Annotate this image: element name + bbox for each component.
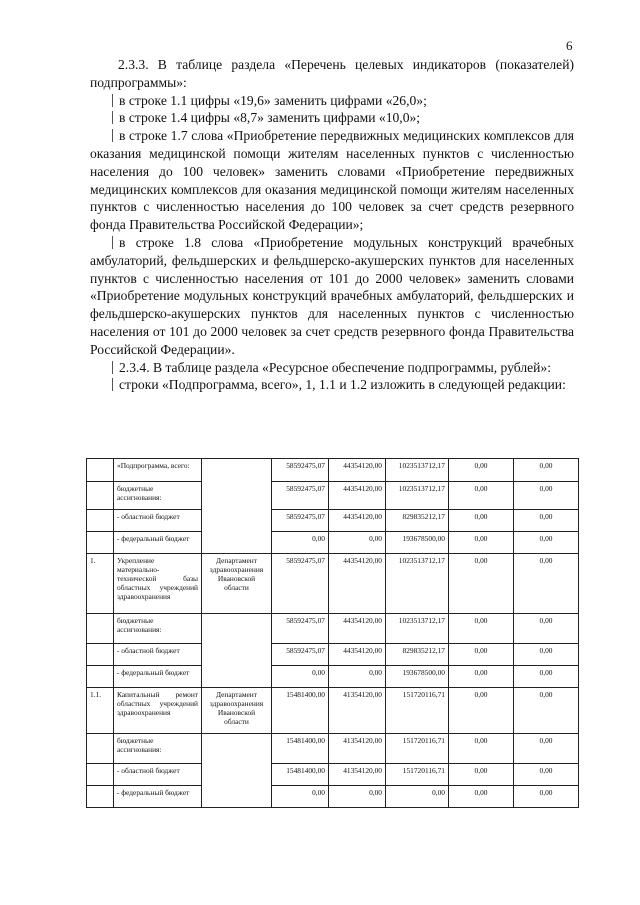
row-name: Укрепление материально-технической базы областных учреждений здравоохранения — [114, 554, 202, 614]
row-number: 1. — [87, 554, 114, 614]
paragraph-2-3-4-text: 2.3.4. В таблице раздела «Ресурсное обеспечение подпрограммы, рублей»: — [119, 359, 551, 375]
margin-mark — [112, 129, 113, 142]
row-value: 41354120,00 — [329, 734, 386, 764]
row-value: 0,00 — [514, 459, 579, 482]
row-value: 0,00 — [514, 482, 579, 510]
row-executor — [202, 614, 272, 688]
row-number — [87, 482, 114, 510]
table-row — [87, 532, 579, 554]
paragraph-row-1-1-text: в строке 1.1 цифры «19,6» заменить цифрами «26,0»; — [119, 92, 427, 108]
row-value: 0,00 — [449, 554, 514, 614]
row-value: 15481400,00 — [272, 734, 329, 764]
row-number — [87, 644, 114, 666]
table-row — [87, 764, 579, 786]
row-number — [87, 510, 114, 532]
table-row — [87, 734, 579, 764]
row-value: 1023513712,17 — [386, 482, 449, 510]
row-value: 58592475,07 — [272, 554, 329, 614]
paragraph-row-1-7-text: в строке 1.7 слова «Приобретение передвижных медицинских комплексов для оказания медицинской помощи жителям населенных пунктов с численностью населения до 100 человек» заменить словами «Приобретение передвижных медицинских комплексов для оказания медицинской помощи жителям населенных пунктов с численностью населения до 100 человек за счет средств резервного фонда Правительства Российской Федерации»; — [90, 128, 574, 233]
row-value: 0,00 — [449, 644, 514, 666]
paragraph-row-1-8 — [90, 234, 574, 359]
row-value: 0,00 — [272, 666, 329, 688]
paragraph-row-1-1 — [90, 92, 574, 110]
row-value: 151720116,71 — [386, 688, 449, 734]
row-value: 44354120,00 — [329, 459, 386, 482]
row-executor — [202, 734, 272, 808]
row-name: - федеральный бюджет — [114, 532, 202, 554]
row-value: 15481400,00 — [272, 764, 329, 786]
row-value: 0,00 — [449, 666, 514, 688]
row-value: 0,00 — [449, 734, 514, 764]
row-value: 58592475,07 — [272, 614, 329, 644]
row-value: 1023513712,17 — [386, 554, 449, 614]
table-row — [87, 644, 579, 666]
row-value: 41354120,00 — [329, 764, 386, 786]
paragraph-row-1-8-text: в строке 1.8 слова «Приобретение модульных конструкций врачебных амбулаторий, фельдшерских и фельдшерско-акушерских пунктов для населенных пунктов с численностью населения от 101 до 2000 человек» заменить словами «Приобретение модульных конструкций врачебных амбулаторий, фельдшерских и фельдшерско-акушерских пунктов для населенных пунктов с численностью населения от 101 до 2000 человек за счет средств резервного фонда Правительства Российской Федерации». — [90, 234, 574, 357]
table-row — [87, 786, 579, 808]
paragraph-row-1-7 — [90, 127, 574, 234]
row-value: 0,00 — [514, 786, 579, 808]
row-number — [87, 459, 114, 482]
row-value: 193678500,00 — [386, 666, 449, 688]
table-row — [87, 554, 579, 614]
row-value: 0,00 — [449, 510, 514, 532]
row-value: 0,00 — [386, 786, 449, 808]
row-value: 829835212,17 — [386, 644, 449, 666]
row-value: 0,00 — [329, 786, 386, 808]
row-value: 829835212,17 — [386, 510, 449, 532]
row-name: - областной бюджет — [114, 510, 202, 532]
row-value: 0,00 — [514, 688, 579, 734]
paragraph-row-1-4-text: в строке 1.4 цифры «8,7» заменить цифрами «10,0»; — [119, 110, 421, 126]
row-name: - федеральный бюджет — [114, 666, 202, 688]
row-number — [87, 786, 114, 808]
row-value: 0,00 — [514, 554, 579, 614]
row-value: 58592475,07 — [272, 459, 329, 482]
row-value: 0,00 — [449, 764, 514, 786]
row-name: Капитальный ремонт областных учреждений здравоохранения — [114, 688, 202, 734]
row-name: бюджетные ассигнования: — [114, 734, 202, 764]
margin-mark — [112, 94, 113, 107]
table-row — [87, 459, 579, 482]
row-number — [87, 734, 114, 764]
table-row — [87, 482, 579, 510]
row-value: 0,00 — [329, 532, 386, 554]
page-number: 6 — [566, 38, 573, 53]
row-executor — [202, 459, 272, 554]
table-row — [87, 666, 579, 688]
row-value: 0,00 — [449, 688, 514, 734]
row-value: 0,00 — [449, 459, 514, 482]
row-value: 0,00 — [514, 734, 579, 764]
row-value: 44354120,00 — [329, 482, 386, 510]
margin-mark — [112, 111, 113, 124]
row-value: 0,00 — [514, 764, 579, 786]
row-value: 58592475,07 — [272, 644, 329, 666]
row-value: 0,00 — [449, 482, 514, 510]
paragraph-row-1-4 — [90, 109, 574, 127]
row-value: 58592475,07 — [272, 482, 329, 510]
row-number — [87, 532, 114, 554]
table-row — [87, 614, 579, 644]
row-name: «Подпрограмма, всего: — [114, 459, 202, 482]
row-executor: Департамент здравоохранения Ивановской области — [202, 688, 272, 734]
row-value: 0,00 — [514, 510, 579, 532]
margin-mark — [112, 361, 113, 374]
resource-table — [86, 458, 579, 808]
row-value: 41354120,00 — [329, 688, 386, 734]
row-value: 15481400,00 — [272, 688, 329, 734]
row-value: 0,00 — [514, 614, 579, 644]
row-value: 0,00 — [514, 666, 579, 688]
row-number — [87, 764, 114, 786]
row-value: 0,00 — [272, 786, 329, 808]
paragraph-2-3-3: 2.3.3. В таблице раздела «Перечень целевых индикаторов (показателей) подпрограммы»: — [90, 57, 574, 90]
row-name: бюджетные ассигнования: — [114, 482, 202, 510]
row-number — [87, 614, 114, 644]
row-value: 1023513712,17 — [386, 614, 449, 644]
row-name: - федеральный бюджет — [114, 786, 202, 808]
row-value: 0,00 — [514, 644, 579, 666]
row-value: 44354120,00 — [329, 554, 386, 614]
row-value: 151720116,71 — [386, 764, 449, 786]
row-value: 193678500,00 — [386, 532, 449, 554]
row-name: - областной бюджет — [114, 764, 202, 786]
row-value: 0,00 — [272, 532, 329, 554]
paragraph-replace-rows — [90, 376, 574, 394]
row-value: 0,00 — [449, 614, 514, 644]
row-value: 58592475,07 — [272, 510, 329, 532]
row-executor: Департамент здравоохранения Ивановской области — [202, 554, 272, 614]
margin-mark — [112, 236, 113, 249]
margin-mark — [112, 378, 113, 391]
row-value: 0,00 — [329, 666, 386, 688]
row-name: - областной бюджет — [114, 644, 202, 666]
row-value: 0,00 — [449, 786, 514, 808]
paragraph-2-3-4 — [90, 359, 574, 377]
row-number: 1.1. — [87, 688, 114, 734]
table-row — [87, 510, 579, 532]
row-value: 0,00 — [514, 532, 579, 554]
document-body — [90, 56, 574, 394]
row-name: бюджетные ассигнования: — [114, 614, 202, 644]
row-value: 44354120,00 — [329, 510, 386, 532]
row-value: 0,00 — [449, 532, 514, 554]
row-number — [87, 666, 114, 688]
row-value: 44354120,00 — [329, 614, 386, 644]
row-value: 1023513712,17 — [386, 459, 449, 482]
row-value: 44354120,00 — [329, 644, 386, 666]
paragraph-replace-rows-text: строки «Подпрограмма, всего», 1, 1.1 и 1.2 изложить в следующей редакции: — [119, 377, 566, 393]
row-value: 151720116,71 — [386, 734, 449, 764]
table-row — [87, 688, 579, 734]
